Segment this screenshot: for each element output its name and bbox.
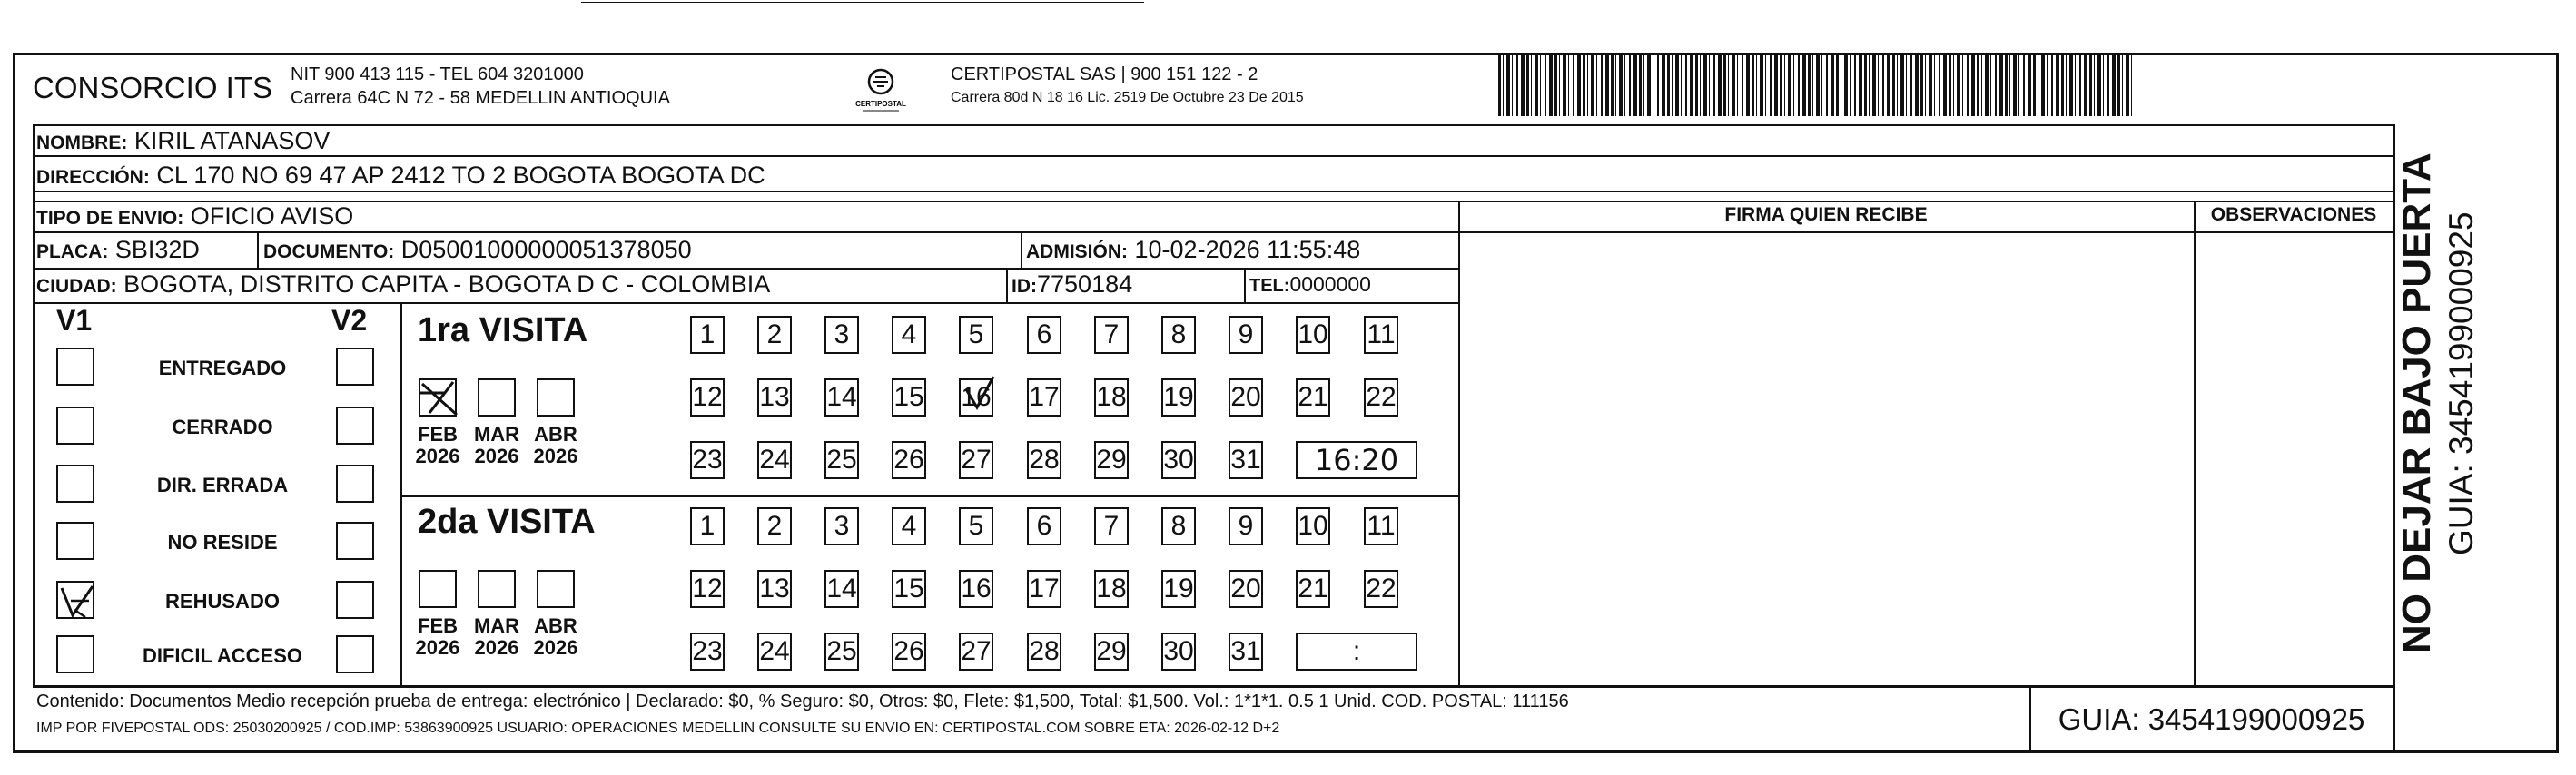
v2-checkbox[interactable] (336, 581, 374, 619)
sender-nit: NIT 900 413 115 - TEL 604 3201000 (291, 64, 584, 84)
day-box[interactable]: 14 (824, 378, 859, 417)
rule-direccion-2 (33, 201, 2393, 202)
visit-title: 2da VISITA (418, 503, 596, 541)
rule-direccion (33, 191, 2393, 192)
day-box[interactable]: 3 (824, 316, 859, 354)
day-box[interactable]: 6 (1027, 316, 1061, 354)
observaciones-header: OBSERVACIONES (2210, 204, 2377, 225)
day-box[interactable]: 31 (1229, 441, 1263, 479)
day-box[interactable]: 24 (757, 633, 792, 671)
id-row (1012, 272, 1132, 297)
v2-checkbox[interactable] (336, 407, 374, 445)
month-checkbox[interactable] (537, 570, 575, 608)
status-label: NO RESIDE (167, 531, 278, 554)
documento-label: DOCUMENTO: (263, 241, 395, 262)
day-box[interactable]: 17 (1027, 570, 1061, 608)
footer-impresion: IMP POR FIVEPOSTAL ODS: 25030200925 / COD.IMP: 53863900925 USUARIO: OPERACIONES MEDELLIN CONSULTE SU ENVIO EN: CERTIPOSTAL.COM SOBRE ETA: 2026-02-12 D+2 (36, 721, 1280, 736)
direccion-row (36, 163, 765, 188)
v1-checkbox[interactable] (56, 635, 94, 673)
rule-obs-left (2194, 201, 2196, 685)
placa-value: SBI32D (114, 236, 200, 263)
day-box[interactable]: 30 (1161, 633, 1196, 671)
day-box[interactable]: 6 (1027, 507, 1061, 545)
ciudad-value: BOGOTA, DISTRITO CAPITA - BOGOTA D C - COLOMBIA (123, 270, 771, 298)
rule-left (33, 124, 35, 685)
day-box[interactable]: 10 (1296, 507, 1330, 545)
day-box[interactable]: 8 (1161, 507, 1196, 545)
month-name: ABR (534, 614, 577, 637)
day-box[interactable]: 23 (690, 633, 725, 671)
day-box[interactable]: 9 (1229, 507, 1263, 545)
documento-row (263, 238, 692, 262)
day-box[interactable]: 1 (690, 507, 725, 545)
sender-address: Carrera 64C N 72 - 58 MEDELLIN ANTIOQUIA (291, 88, 670, 108)
admision-label: ADMISIÓN: (1026, 241, 1128, 262)
month-label (410, 424, 465, 467)
tipo-value: OFICIO AVISO (190, 202, 354, 230)
month-checkbox[interactable] (419, 570, 457, 608)
rule-footer (33, 685, 2393, 688)
v1-checkbox[interactable] (56, 581, 94, 619)
certipostal-logo-icon (855, 64, 906, 114)
month-year: 2026 (415, 636, 460, 660)
month-checkbox[interactable] (537, 378, 575, 417)
rule-nombre (33, 155, 2393, 157)
day-box[interactable]: 26 (892, 441, 926, 479)
day-box[interactable]: 2 (757, 507, 792, 545)
document-frame (13, 53, 2559, 753)
day-box[interactable]: 1 (690, 316, 725, 354)
day-box[interactable]: 18 (1094, 378, 1129, 417)
admision-value: 10-02-2026 11:55:48 (1134, 236, 1361, 263)
month-label (410, 615, 465, 659)
day-box[interactable]: 31 (1229, 633, 1263, 671)
rule-ciudad-id (1006, 268, 1008, 302)
day-box[interactable]: 9 (1229, 316, 1263, 354)
month-name: FEB (418, 423, 458, 446)
footer-guia: GUIA: 3454199000925 (2058, 702, 2365, 736)
v2-checkbox[interactable] (336, 348, 374, 386)
month-checkbox[interactable] (478, 378, 516, 417)
documento-value: D05001000000051378050 (400, 236, 692, 263)
day-box[interactable]: 29 (1094, 633, 1129, 671)
status-label: ENTREGADO (158, 357, 287, 379)
v1-checkbox[interactable] (56, 522, 94, 560)
v1-checkbox[interactable] (56, 348, 94, 386)
tel-row (1249, 274, 1371, 295)
day-box[interactable]: 7 (1094, 316, 1129, 354)
day-box[interactable]: 18 (1094, 570, 1129, 608)
day-box[interactable]: 15 (892, 570, 926, 608)
nombre-label: NOMBRE: (36, 132, 128, 153)
month-year: 2026 (533, 636, 578, 660)
day-box[interactable]: 12 (690, 570, 725, 608)
tipo-row (36, 204, 353, 229)
day-box[interactable]: 2 (757, 316, 792, 354)
day-box[interactable]: 26 (892, 633, 926, 671)
month-name: ABR (534, 423, 577, 446)
day-box[interactable]: 4 (892, 316, 926, 354)
v1-header: V1 (56, 304, 93, 337)
day-box[interactable]: 21 (1296, 378, 1330, 417)
status-label: DIR. ERRADA (156, 474, 289, 496)
day-box[interactable]: 28 (1027, 441, 1061, 479)
day-box[interactable]: 19 (1161, 570, 1196, 608)
footer-contenido: Contenido: Documentos Medio recepción prueba de entrega: electrónico | Declarado: $0, % Seguro: $0, Otros: $0, Flete: $1,500, Total: $1,500. Vol.: 1*1*1. 0.5 1 Unid. COD. POSTAL: 111156 (36, 692, 1569, 711)
day-box[interactable]: 11 (1364, 507, 1398, 545)
day-box[interactable]: 12 (690, 378, 725, 417)
month-year: 2026 (533, 445, 578, 468)
day-box[interactable]: 25 (824, 633, 859, 671)
day-box[interactable]: 16 (959, 378, 993, 417)
tel-value: 0000000 (1289, 272, 1371, 296)
visit-title: 1ra VISITA (418, 311, 588, 349)
month-name: FEB (418, 614, 458, 637)
day-box[interactable]: 23 (690, 441, 725, 479)
day-box[interactable]: 19 (1161, 378, 1196, 417)
month-label (469, 615, 524, 659)
day-box[interactable]: 30 (1161, 441, 1196, 479)
month-checkbox[interactable] (478, 570, 516, 608)
tipo-label: TIPO DE ENVIO: (36, 208, 184, 229)
rule-ciudad (33, 302, 1458, 304)
month-label (528, 424, 583, 467)
carrier-name: CERTIPOSTAL SAS | 900 151 122 - 2 (951, 64, 1258, 84)
nombre-value: KIRIL ATANASOV (133, 127, 331, 154)
month-checkbox[interactable] (419, 378, 457, 417)
svg-text:CERTIPOSTAL: CERTIPOSTAL (855, 100, 906, 108)
status-label: REHUSADO (165, 590, 280, 613)
day-box[interactable]: 13 (757, 378, 792, 417)
day-box[interactable]: 13 (757, 570, 792, 608)
v1-checkbox[interactable] (56, 465, 94, 503)
day-box[interactable]: 25 (824, 441, 859, 479)
day-box[interactable]: 21 (1296, 570, 1330, 608)
placa-label: PLACA: (36, 241, 109, 262)
month-label (469, 424, 524, 467)
rule-placa-doc (257, 231, 259, 268)
top-edge-line (581, 2, 1144, 3)
day-box[interactable]: 24 (757, 441, 792, 479)
admision-row (1026, 238, 1360, 262)
side-guia: GUIA: 3454199000925 (2443, 211, 2480, 555)
day-box[interactable]: 5 (959, 316, 993, 354)
v2-checkbox[interactable] (336, 465, 374, 503)
placa-row (36, 238, 200, 262)
rule-visits-split (400, 495, 1458, 497)
day-box[interactable]: 3 (824, 507, 859, 545)
day-box[interactable]: 20 (1229, 378, 1263, 417)
ciudad-label: CIUDAD: (36, 276, 117, 297)
day-box[interactable]: 7 (1094, 507, 1129, 545)
rule-top (33, 124, 2393, 126)
rule-tipo (33, 231, 2393, 233)
day-box[interactable]: 22 (1364, 570, 1398, 608)
id-label: ID: (1012, 276, 1037, 297)
time-box[interactable]: 16:20 (1296, 441, 1417, 479)
v1-checkbox[interactable] (56, 407, 94, 445)
month-name: MAR (473, 423, 520, 446)
direccion-label: DIRECCIÓN: (36, 167, 150, 188)
day-box[interactable]: 22 (1364, 378, 1398, 417)
time-box[interactable]: : (1296, 633, 1417, 671)
month-name: MAR (473, 614, 520, 637)
rule-id-tel (1244, 268, 1246, 302)
day-box[interactable]: 27 (959, 441, 993, 479)
sender-name: CONSORCIO ITS (33, 71, 273, 104)
day-box[interactable]: 16 (959, 570, 993, 608)
tel-label: TEL: (1249, 276, 1290, 296)
rule-status-right (400, 302, 402, 685)
day-box[interactable]: 4 (892, 507, 926, 545)
v2-checkbox[interactable] (336, 522, 374, 560)
status-label: CERRADO (172, 416, 273, 438)
carrier-license: Carrera 80d N 18 16 Lic. 2519 De Octubre 23 De 2015 (951, 90, 1304, 105)
month-label (528, 615, 583, 659)
day-box[interactable]: 14 (824, 570, 859, 608)
day-box[interactable]: 5 (959, 507, 993, 545)
checkmark-icon (961, 380, 995, 426)
day-box[interactable]: 28 (1027, 633, 1061, 671)
day-box[interactable]: 10 (1296, 316, 1330, 354)
month-year: 2026 (474, 445, 519, 468)
side-warning: NO DEJAR BAJO PUERTA (2394, 152, 2439, 653)
ciudad-row (36, 272, 770, 297)
direccion-value: CL 170 NO 69 47 AP 2412 TO 2 BOGOTA BOGOTA DC (156, 162, 765, 189)
firma-header: FIRMA QUIEN RECIBE (1724, 204, 1928, 225)
v2-header: V2 (331, 304, 368, 337)
id-value: 7750184 (1037, 270, 1133, 298)
day-box[interactable]: 27 (959, 633, 993, 671)
rule-firma-left (1458, 201, 1460, 685)
day-box[interactable]: 11 (1364, 316, 1398, 354)
day-box[interactable]: 8 (1161, 316, 1196, 354)
day-box[interactable]: 15 (892, 378, 926, 417)
nombre-row (36, 129, 330, 153)
status-label: DIFICIL ACCESO (142, 644, 302, 667)
rule-doc-adm (1021, 231, 1022, 268)
v2-checkbox[interactable] (336, 635, 374, 673)
day-box[interactable]: 20 (1229, 570, 1263, 608)
month-year: 2026 (415, 445, 460, 468)
day-box[interactable]: 29 (1094, 441, 1129, 479)
month-year: 2026 (474, 636, 519, 660)
day-box[interactable]: 17 (1027, 378, 1061, 417)
